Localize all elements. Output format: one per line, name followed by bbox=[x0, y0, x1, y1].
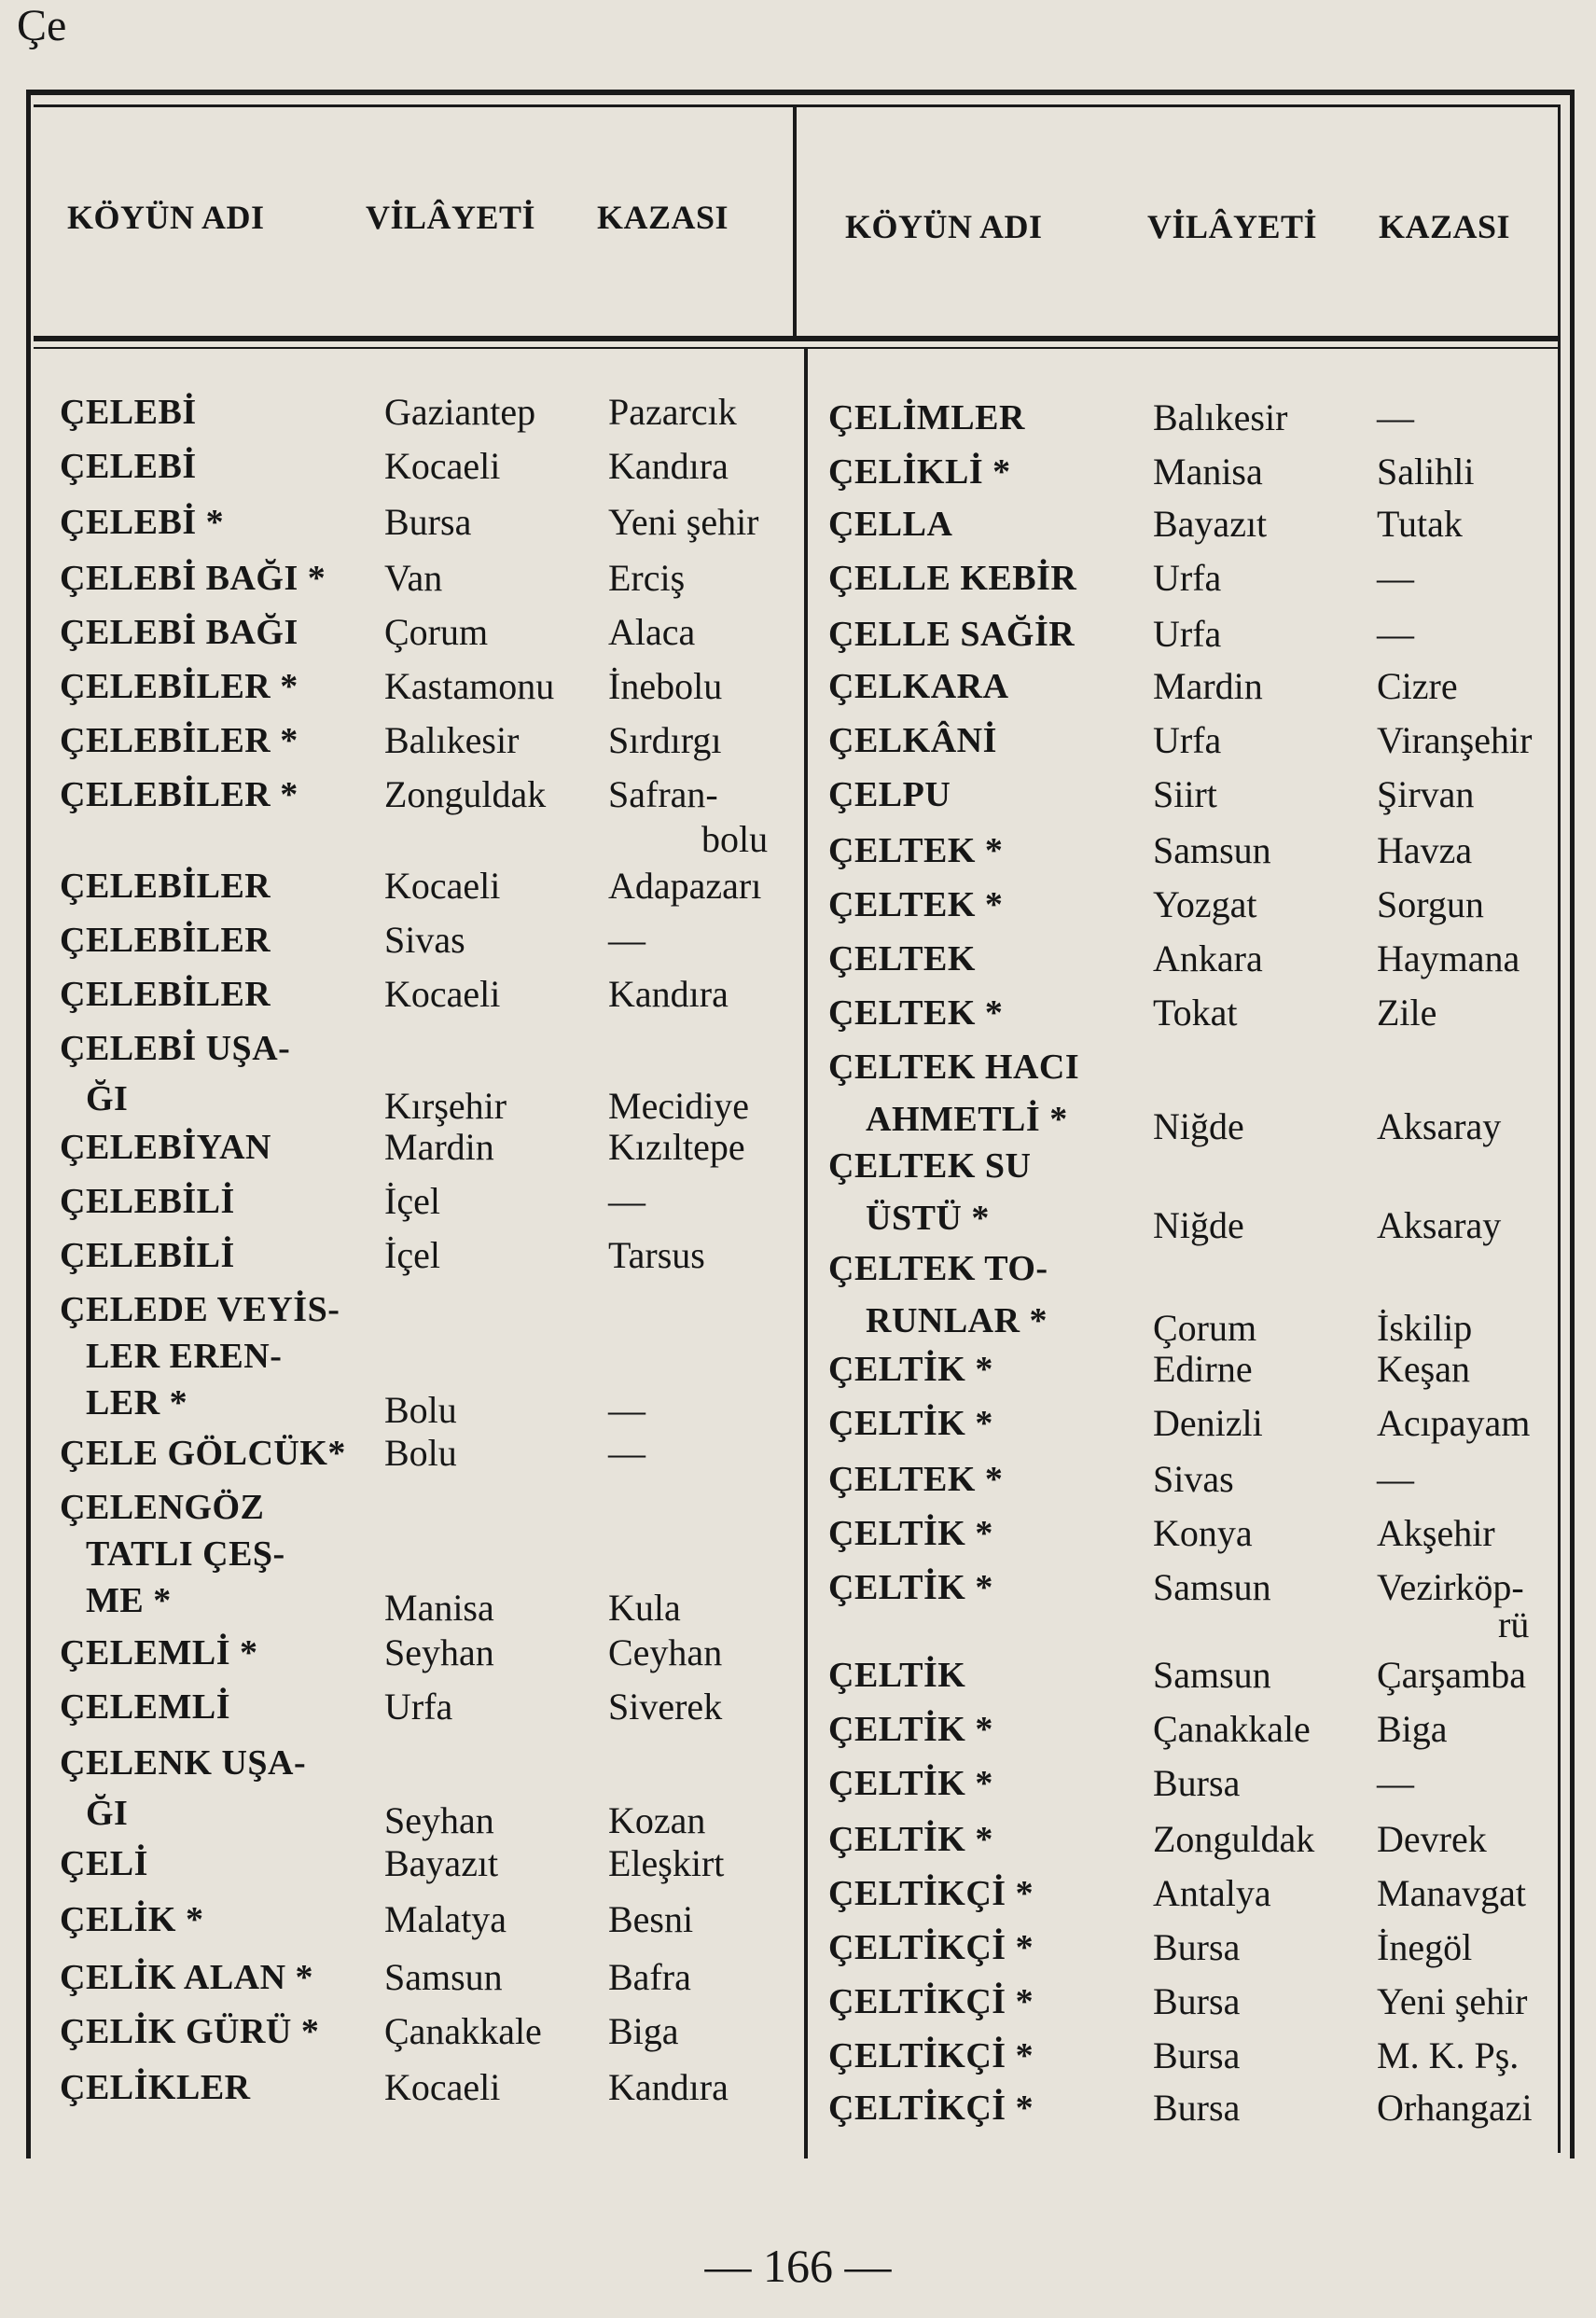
village-district: Keşan bbox=[1377, 1348, 1470, 1390]
village-name: ÇELİKLİ * bbox=[828, 452, 1011, 492]
village-name-continued: TATLI ÇEŞ- bbox=[86, 1534, 285, 1574]
village-province: Niğde bbox=[1153, 1105, 1244, 1147]
village-province: Edirne bbox=[1153, 1348, 1253, 1390]
village-district: Şirvan bbox=[1377, 773, 1475, 815]
village-name-continued: ĞI bbox=[86, 1079, 129, 1118]
village-province: Konya bbox=[1153, 1512, 1253, 1554]
village-district: — bbox=[1377, 1762, 1414, 1804]
village-province: Manisa bbox=[1153, 451, 1263, 493]
village-province: Urfa bbox=[1153, 613, 1222, 655]
village-district-continued: bolu bbox=[701, 818, 769, 860]
village-province: Gaziantep bbox=[384, 391, 536, 433]
village-province: Bursa bbox=[1153, 2034, 1241, 2076]
village-province: Manisa bbox=[384, 1587, 494, 1629]
village-name: ÇELEMLİ bbox=[60, 1687, 230, 1727]
village-district: İnebolu bbox=[608, 665, 723, 707]
village-name: ÇELTİKÇİ * bbox=[828, 1982, 1034, 2021]
village-name: ÇELTİKÇİ * bbox=[828, 2089, 1034, 2128]
village-name: ÇELEBİ * bbox=[60, 503, 225, 542]
village-name: ÇELENGÖZ bbox=[60, 1488, 265, 1527]
table-frame bbox=[26, 90, 1575, 2158]
village-province: Ankara bbox=[1153, 937, 1263, 979]
village-province: Antalya bbox=[1153, 1872, 1271, 1914]
village-district: — bbox=[1377, 396, 1414, 438]
village-province: Sivas bbox=[1153, 1458, 1234, 1500]
village-district: Devrek bbox=[1377, 1818, 1487, 1860]
village-district: Ceyhan bbox=[608, 1631, 723, 1673]
village-name: ÇELLE KEBİR bbox=[828, 559, 1077, 598]
section-label: Çe bbox=[17, 1, 67, 50]
village-province: Zonguldak bbox=[384, 773, 547, 815]
village-district: Eleşkirt bbox=[608, 1842, 725, 1884]
village-province: Çanakkale bbox=[1153, 1708, 1311, 1750]
village-district: Kula bbox=[608, 1587, 681, 1629]
village-name: ÇELTİK * bbox=[828, 1514, 993, 1553]
village-name: ÇELİKLER bbox=[60, 2068, 251, 2107]
village-district: Kızıltepe bbox=[608, 1126, 745, 1168]
header-village-name-left: KÖYÜN ADI bbox=[67, 199, 265, 236]
village-province: Yozgat bbox=[1153, 883, 1257, 925]
village-province: İçel bbox=[384, 1234, 440, 1276]
column-divider bbox=[804, 349, 808, 2158]
village-name: ÇELTEK * bbox=[828, 1460, 1004, 1499]
header-village-name-right: KÖYÜN ADI bbox=[845, 208, 1043, 245]
village-district: Vezirköp- bbox=[1377, 1566, 1524, 1608]
village-name: ÇELTEK * bbox=[828, 831, 1004, 870]
village-province: Bursa bbox=[1153, 2087, 1241, 2129]
page-number: — 166 — bbox=[704, 2240, 892, 2292]
village-name: ÇELEBİLİ bbox=[60, 1182, 235, 1221]
village-province: Bursa bbox=[1153, 1762, 1241, 1804]
village-district: Orhangazi bbox=[1377, 2087, 1533, 2129]
village-name: ÇELEBİYAN bbox=[60, 1128, 271, 1167]
village-district: İskilip bbox=[1377, 1307, 1473, 1349]
village-name: ÇELTİK * bbox=[828, 1404, 993, 1443]
village-district-continued: rü bbox=[1498, 1603, 1530, 1645]
village-name: ÇELEBİ bbox=[60, 447, 197, 486]
village-district: Biga bbox=[608, 2010, 679, 2052]
village-province: Balıkesir bbox=[1153, 396, 1288, 438]
village-province: Kocaeli bbox=[384, 445, 501, 487]
header-province-left: VİLÂYETİ bbox=[366, 199, 536, 236]
village-province: Bayazıt bbox=[1153, 503, 1268, 545]
village-province: Bursa bbox=[384, 501, 472, 543]
village-district: Sırdırgı bbox=[608, 719, 722, 761]
village-name: ÇELİMLER bbox=[828, 398, 1025, 437]
village-province: Tokat bbox=[1153, 992, 1238, 1034]
village-district: — bbox=[608, 919, 645, 961]
village-name: ÇELEBİLER * bbox=[60, 721, 298, 760]
village-name: ÇELTİKÇİ * bbox=[828, 1928, 1034, 1967]
village-district: Acıpayam bbox=[1377, 1402, 1531, 1444]
village-province: Niğde bbox=[1153, 1204, 1244, 1246]
village-district: Çarşamba bbox=[1377, 1654, 1526, 1696]
village-province: Siirt bbox=[1153, 773, 1217, 815]
village-name-continued: LER * bbox=[86, 1383, 188, 1423]
village-name: ÇELEBİLİ bbox=[60, 1236, 235, 1275]
village-province: Zonguldak bbox=[1153, 1818, 1315, 1860]
village-district: Kandıra bbox=[608, 973, 729, 1015]
village-name: ÇELKARA bbox=[828, 667, 1009, 706]
village-province: Van bbox=[384, 557, 443, 599]
village-district: Yeni şehir bbox=[1377, 1980, 1528, 2022]
village-name: ÇELİ bbox=[60, 1844, 148, 1883]
village-province: Kırşehir bbox=[384, 1085, 507, 1127]
village-district: Adapazarı bbox=[608, 865, 762, 907]
village-name: ÇELİK * bbox=[60, 1900, 204, 1939]
village-province: Çanakkale bbox=[384, 2010, 542, 2052]
village-province: Malatya bbox=[384, 1898, 507, 1940]
village-district: — bbox=[608, 1389, 645, 1431]
village-district: Akşehir bbox=[1377, 1512, 1495, 1554]
village-province: Bolu bbox=[384, 1389, 457, 1431]
village-district: Kozan bbox=[608, 1799, 706, 1841]
village-name-continued: ME * bbox=[86, 1581, 172, 1620]
village-name: ÇELTİK bbox=[828, 1656, 966, 1695]
village-name: ÇELİK GÜRÜ * bbox=[60, 2012, 320, 2051]
village-name-continued: RUNLAR * bbox=[866, 1301, 1048, 1340]
village-province: Urfa bbox=[384, 1686, 453, 1728]
header-separator bbox=[34, 336, 1560, 341]
village-name: ÇELEBİ UŞA- bbox=[60, 1029, 291, 1068]
village-province: Urfa bbox=[1153, 719, 1222, 761]
village-province: Çorum bbox=[384, 611, 489, 653]
village-name: ÇELTEK SU bbox=[828, 1146, 1032, 1186]
village-name: ÇELTEK TO- bbox=[828, 1249, 1048, 1288]
village-district: Kandıra bbox=[608, 445, 729, 487]
village-district: Aksaray bbox=[1377, 1105, 1502, 1147]
village-name: ÇELLA bbox=[828, 505, 953, 544]
village-province: Kocaeli bbox=[384, 973, 501, 1015]
village-province: Kocaeli bbox=[384, 865, 501, 907]
village-district: — bbox=[608, 1432, 645, 1474]
village-province: Seyhan bbox=[384, 1799, 494, 1841]
village-name-continued: LER EREN- bbox=[86, 1337, 283, 1376]
village-name: ÇELE GÖLCÜK* bbox=[60, 1434, 346, 1473]
village-district: Manavgat bbox=[1377, 1872, 1526, 1914]
village-name: ÇELEBİ bbox=[60, 393, 197, 432]
village-name: ÇELEBİLER bbox=[60, 867, 271, 906]
village-name: ÇELENK UŞA- bbox=[60, 1743, 307, 1783]
village-district: Zile bbox=[1377, 992, 1437, 1034]
header-district-left: KAZASI bbox=[597, 199, 729, 236]
village-province: Urfa bbox=[1153, 557, 1222, 599]
header-column-divider bbox=[793, 104, 797, 338]
village-district: M. K. Pş. bbox=[1377, 2034, 1520, 2076]
village-district: Yeni şehir bbox=[608, 501, 759, 543]
village-name: ÇELTEK bbox=[828, 939, 976, 979]
village-district: Erciş bbox=[608, 557, 686, 599]
village-province: Samsun bbox=[384, 1956, 503, 1998]
village-district: Sorgun bbox=[1377, 883, 1484, 925]
village-district: — bbox=[1377, 1458, 1414, 1500]
village-province: Kocaeli bbox=[384, 2066, 501, 2108]
village-name: ÇELTEK * bbox=[828, 885, 1004, 924]
village-province: Samsun bbox=[1153, 1654, 1271, 1696]
village-name: ÇELTİK * bbox=[828, 1568, 993, 1607]
header-province-right: VİLÂYETİ bbox=[1147, 208, 1318, 245]
village-name: ÇELEBİ BAĞI bbox=[60, 613, 298, 652]
village-province: Çorum bbox=[1153, 1307, 1257, 1349]
village-name: ÇELEDE VEYİS- bbox=[60, 1290, 340, 1329]
village-province: Bolu bbox=[384, 1432, 457, 1474]
village-province: İçel bbox=[384, 1180, 440, 1222]
village-name-continued: AHMETLİ * bbox=[866, 1100, 1068, 1139]
header-district-right: KAZASI bbox=[1379, 208, 1511, 245]
village-province: Mardin bbox=[1153, 665, 1263, 707]
village-province: Kastamonu bbox=[384, 665, 555, 707]
village-name: ÇELEBİLER * bbox=[60, 667, 298, 706]
village-province: Denizli bbox=[1153, 1402, 1263, 1444]
village-name-continued: ĞI bbox=[86, 1794, 129, 1833]
village-district: Mecidiye bbox=[608, 1085, 750, 1127]
village-district: Aksaray bbox=[1377, 1204, 1502, 1246]
village-district: — bbox=[608, 1180, 645, 1222]
village-province: Seyhan bbox=[384, 1631, 494, 1673]
village-name-continued: ÜSTÜ * bbox=[866, 1199, 990, 1238]
village-district: — bbox=[1377, 613, 1414, 655]
village-name: ÇELLE SAĞİR bbox=[828, 615, 1076, 654]
village-district: Pazarcık bbox=[608, 391, 737, 433]
village-name: ÇELEBİLER bbox=[60, 921, 271, 960]
village-name: ÇELTEK HACI bbox=[828, 1048, 1080, 1087]
village-name: ÇELTİKÇİ * bbox=[828, 1874, 1034, 1913]
village-name: ÇELTEK * bbox=[828, 993, 1004, 1033]
village-district: Alaca bbox=[608, 611, 696, 653]
village-district: Haymana bbox=[1377, 937, 1520, 979]
village-province: Samsun bbox=[1153, 829, 1271, 871]
village-district: Havza bbox=[1377, 829, 1473, 871]
village-district: Biga bbox=[1377, 1708, 1448, 1750]
village-name: ÇELEBİLER * bbox=[60, 775, 298, 814]
village-district: İnegöl bbox=[1377, 1926, 1473, 1968]
village-district: Bafra bbox=[608, 1956, 691, 1998]
village-province: Mardin bbox=[384, 1126, 494, 1168]
village-district: Salihli bbox=[1377, 451, 1475, 493]
village-name: ÇELEMLİ * bbox=[60, 1633, 258, 1673]
village-province: Bursa bbox=[1153, 1980, 1241, 2022]
village-name: ÇELTİK * bbox=[828, 1350, 993, 1389]
village-province: Balıkesir bbox=[384, 719, 520, 761]
village-district: Tarsus bbox=[608, 1234, 705, 1276]
village-name: ÇELEBİ BAĞI * bbox=[60, 559, 326, 598]
village-district: Cizre bbox=[1377, 665, 1458, 707]
village-district: Safran- bbox=[608, 773, 718, 815]
village-district: Besni bbox=[608, 1898, 694, 1940]
village-province: Sivas bbox=[384, 919, 465, 961]
village-name: ÇELPU bbox=[828, 775, 951, 814]
village-name: ÇELTİK * bbox=[828, 1764, 993, 1803]
village-province: Bursa bbox=[1153, 1926, 1241, 1968]
village-name: ÇELTİK * bbox=[828, 1710, 993, 1749]
village-province: Bayazıt bbox=[384, 1842, 499, 1884]
village-district: Siverek bbox=[608, 1686, 723, 1728]
right-border bbox=[1558, 104, 1561, 2153]
village-name: ÇELİK ALAN * bbox=[60, 1958, 314, 1997]
village-name: ÇELTİKÇİ * bbox=[828, 2036, 1034, 2075]
village-name: ÇELKÂNİ bbox=[828, 721, 997, 760]
village-district: Tutak bbox=[1377, 503, 1463, 545]
village-district: Kandıra bbox=[608, 2066, 729, 2108]
village-name: ÇELTİK * bbox=[828, 1820, 993, 1859]
village-district: — bbox=[1377, 557, 1414, 599]
header-separator-thin bbox=[34, 347, 1560, 349]
village-name: ÇELEBİLER bbox=[60, 975, 271, 1014]
village-district: Viranşehir bbox=[1377, 719, 1533, 761]
village-province: Samsun bbox=[1153, 1566, 1271, 1608]
